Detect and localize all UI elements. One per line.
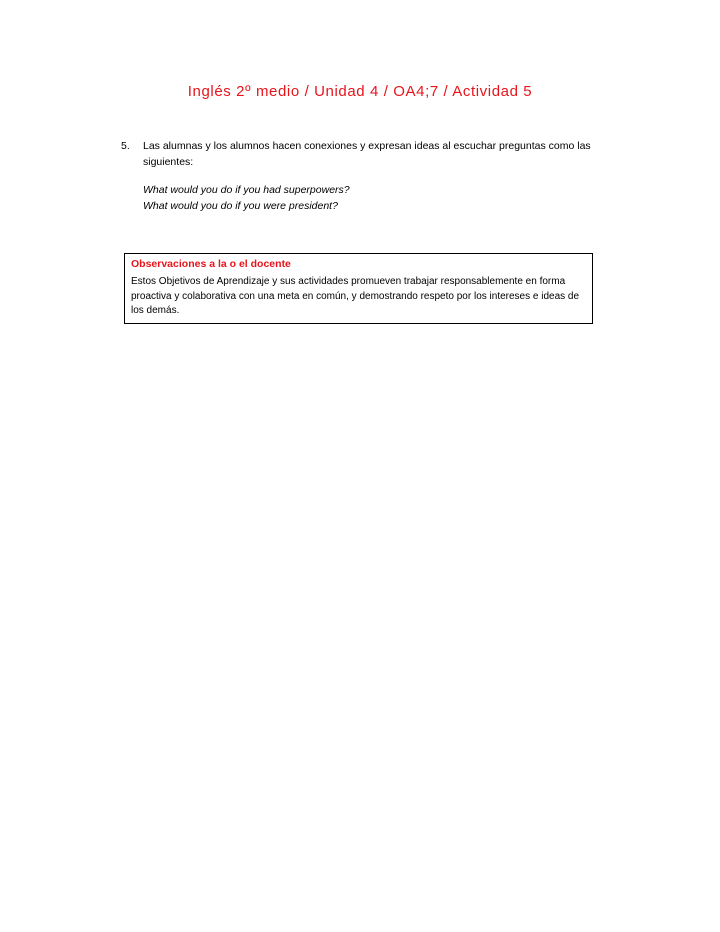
example-question: What would you do if you were president? bbox=[143, 200, 338, 212]
observations-body: Estos Objetivos de Aprendizaje y sus actividades promueven trabajar responsablemente en forma proactiva y colaborativa con una meta en común, y demostrando respeto por los intereses e ideas de los demás. bbox=[131, 276, 580, 316]
page-title: Inglés 2º medio / Unidad 4 / OA4;7 / Actividad 5 bbox=[187, 83, 533, 100]
example-questions bbox=[143, 182, 350, 214]
activity-number: 5. bbox=[121, 140, 130, 152]
example-question: What would you do if you had superpowers? bbox=[143, 184, 350, 196]
observations-box bbox=[124, 253, 593, 324]
observations-title: Observaciones a la o el docente bbox=[131, 258, 291, 270]
activity-item bbox=[121, 138, 606, 170]
activity-text: Las alumnas y los alumnos hacen conexiones y expresan ideas al escuchar preguntas como las siguientes: bbox=[143, 140, 591, 168]
